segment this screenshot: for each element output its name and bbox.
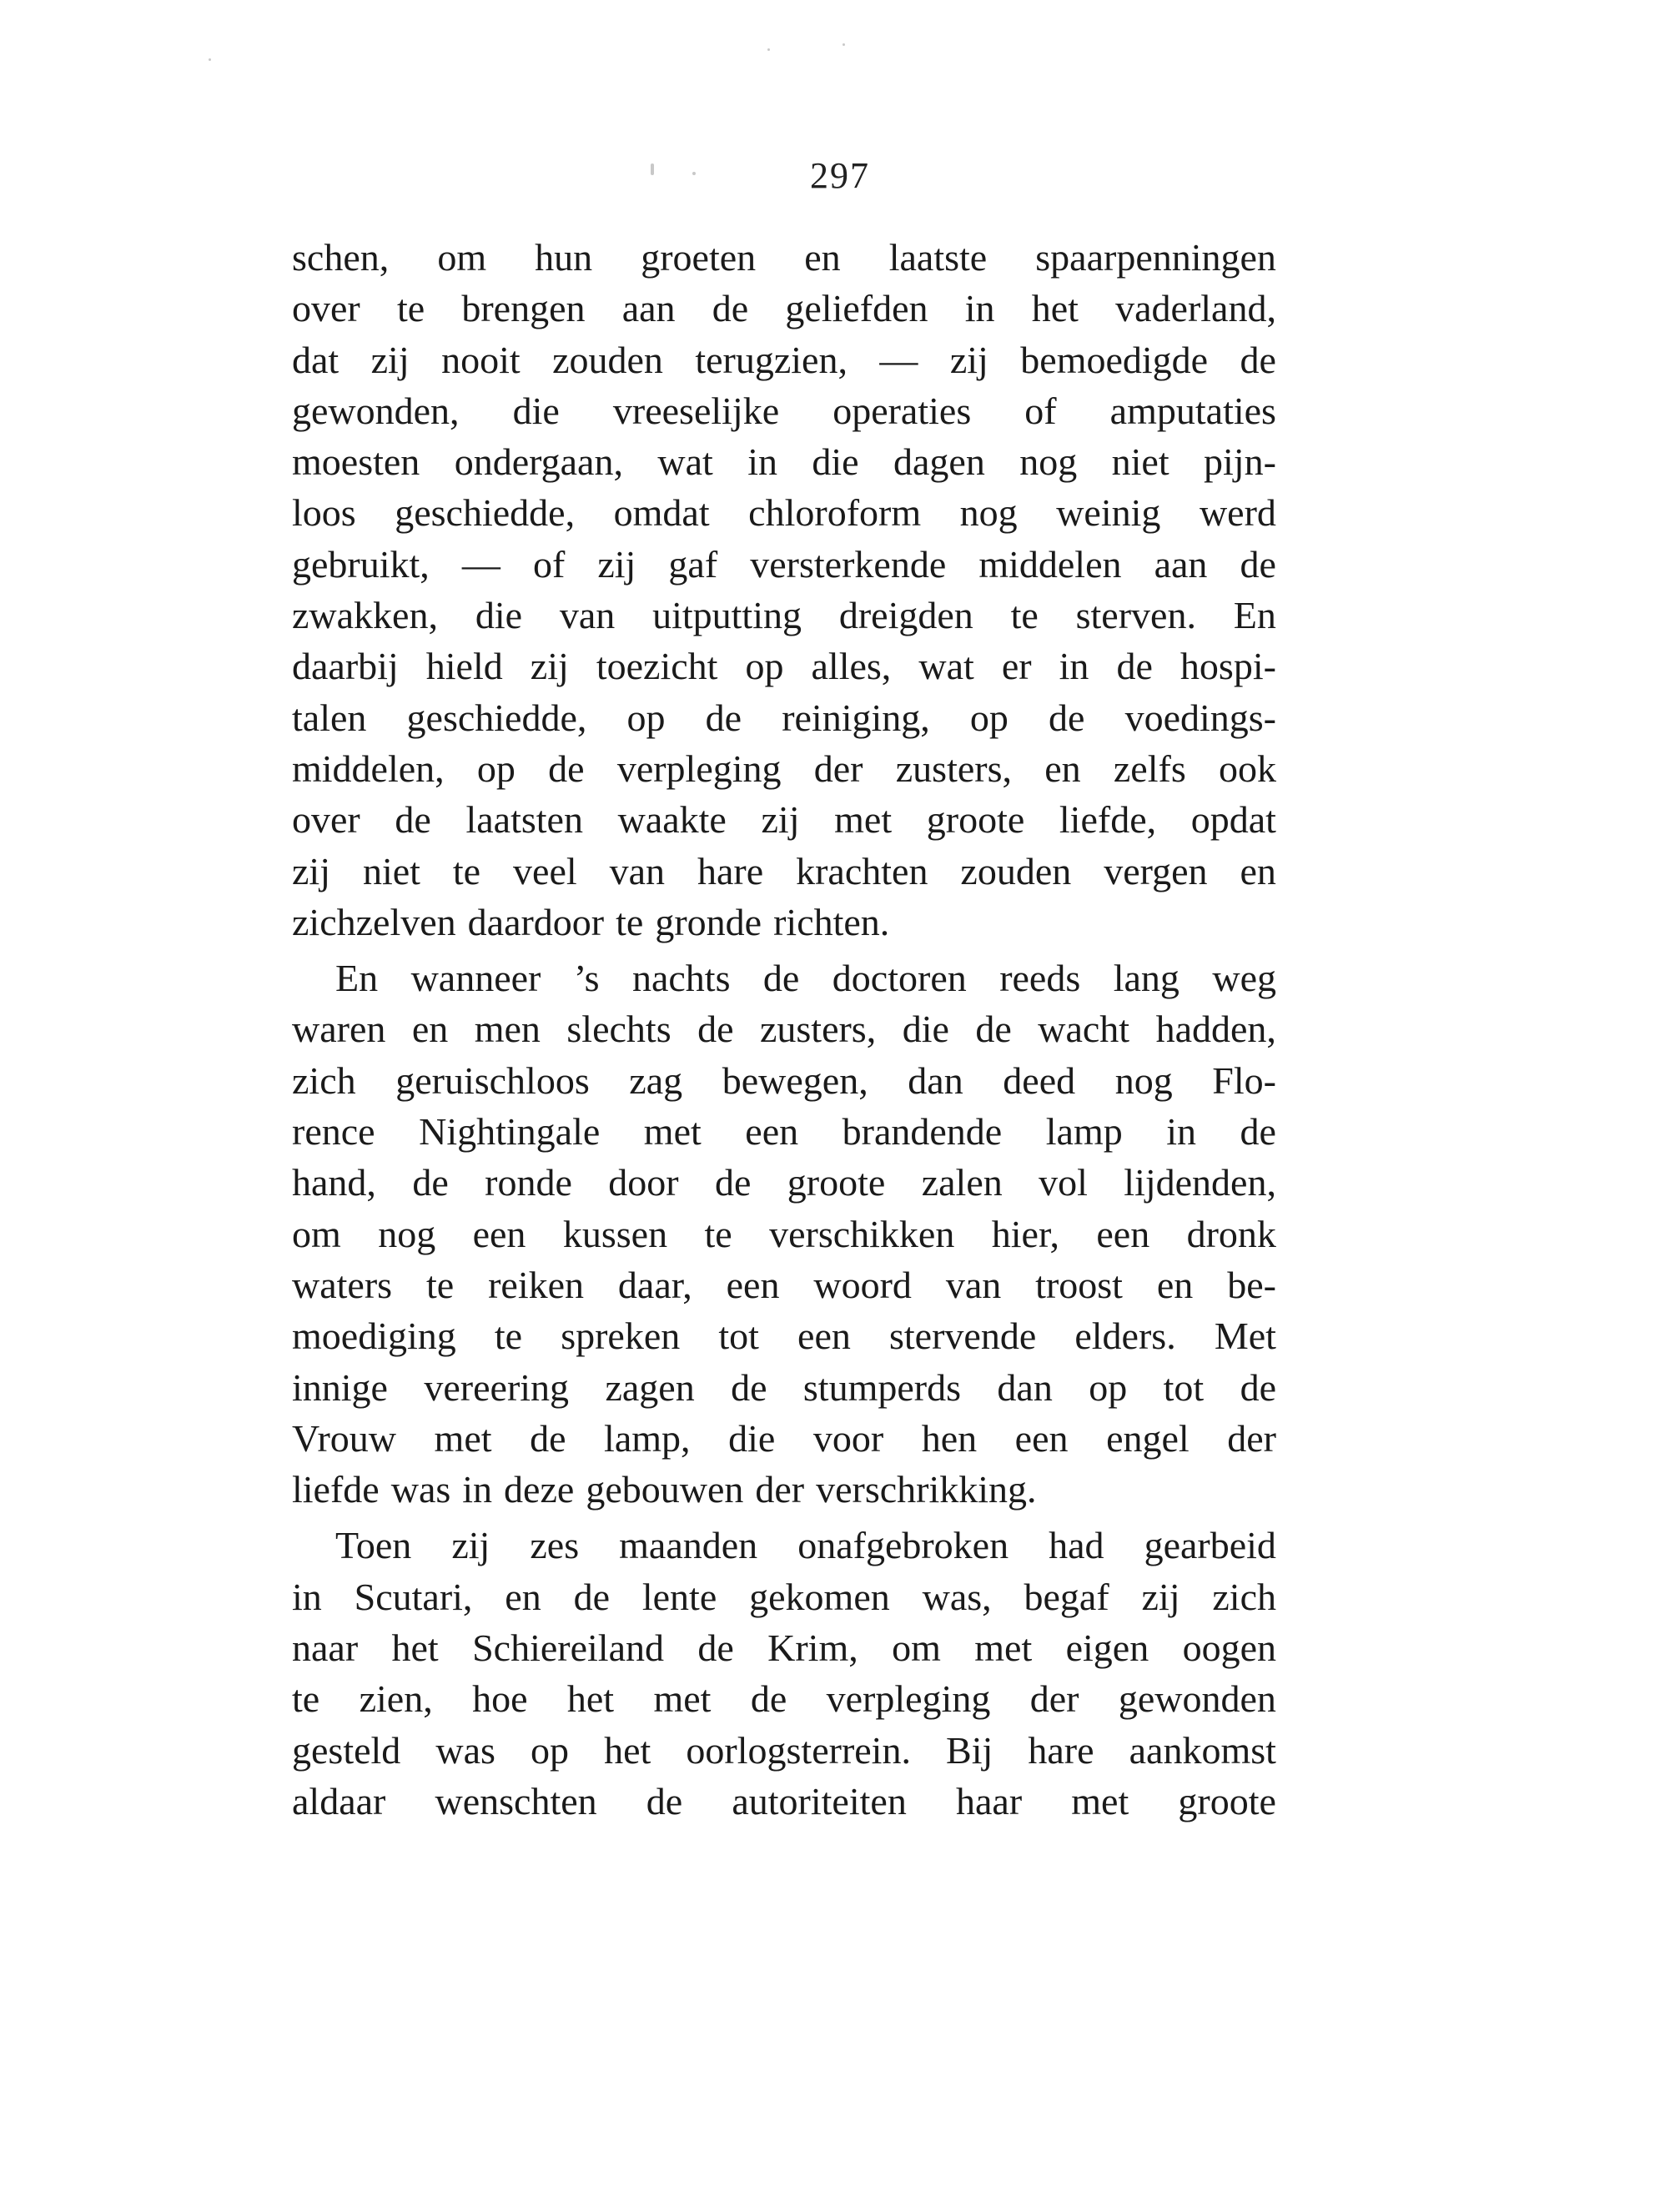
scan-speck (209, 58, 211, 61)
text-line: daarbij hield zij toezicht op alles, wat er in de hospi- (292, 645, 1276, 688)
text-line: dat zij nooit zouden terugzien, — zij bemoedigde de (292, 338, 1276, 381)
body-text (292, 232, 1276, 1827)
text-line: aldaar wenschten de autoriteiten haar met groote (292, 1779, 1276, 1822)
text-line: gebruikt, — of zij gaf versterkende middelen aan de (292, 542, 1276, 586)
text-line: loos geschiedde, omdat chloroform nog weinig werd (292, 491, 1276, 535)
text-line: zij niet te veel van hare krachten zouden vergen en (292, 849, 1276, 892)
paragraph (292, 1520, 1276, 1827)
scan-speck (843, 43, 845, 46)
text-line: naar het Schiereiland de Krim, om met eigen oogen (292, 1626, 1276, 1670)
text-line: zwakken, die van uitputting dreigden te sterven. En (292, 594, 1276, 637)
page-number: 297 (810, 155, 870, 196)
scan-speck (767, 48, 770, 51)
text-line: talen geschiedde, op de reiniging, op de voedings- (292, 696, 1276, 739)
text-line: hand, de ronde door de groote zalen vol lijdenden, (292, 1161, 1276, 1204)
text-line: liefde was in deze gebouwen der verschrikking. (292, 1468, 1037, 1511)
paragraph (292, 232, 1276, 948)
text-line: te zien, hoe het met de verpleging der gewonden (292, 1677, 1276, 1721)
text-line: om nog een kussen te verschikken hier, een dronk (292, 1212, 1276, 1255)
text-line: zich geruischloos zag bewegen, dan deed nog Flo- (292, 1058, 1276, 1102)
text-line: in Scutari, en de lente gekomen was, begaf zij zich (292, 1575, 1276, 1618)
text-line: schen, om hun groeten en laatste spaarpenningen (292, 236, 1276, 279)
text-line: gewonden, die vreeselijke operaties of amputaties (292, 389, 1276, 432)
text-line: waren en men slechts de zusters, die de wacht hadden, (292, 1008, 1276, 1051)
text-line: gesteld was op het oorlogsterrein. Bij hare aankomst (292, 1728, 1276, 1772)
text-line: innige vereering zagen de stumperds dan op tot de (292, 1365, 1276, 1409)
paragraph (292, 953, 1276, 1515)
text-line: over te brengen aan de geliefden in het vaderland, (292, 287, 1276, 330)
text-line: Vrouw met de lamp, die voor hen een engel der (292, 1416, 1276, 1460)
text-line: over de laatsten waakte zij met groote liefde, opdat (292, 798, 1276, 842)
text-line: waters te reiken daar, een woord van troost en be- (292, 1263, 1276, 1306)
text-line: En wanneer ’s nachts de doctoren reeds lang weg (335, 957, 1276, 1000)
text-line: Toen zij zes maanden onafgebroken had gearbeid (335, 1524, 1276, 1567)
text-line: moesten ondergaan, wat in die dagen nog niet pijn- (292, 440, 1276, 484)
text-line: middelen, op de verpleging der zusters, en zelfs ook (292, 747, 1276, 790)
text-line: moediging te spreken tot een stervende elders. Met (292, 1315, 1276, 1358)
text-line: zichzelven daardoor te gronde richten. (292, 900, 890, 943)
text-line: rence Nightingale met een brandende lamp in de (292, 1110, 1276, 1154)
